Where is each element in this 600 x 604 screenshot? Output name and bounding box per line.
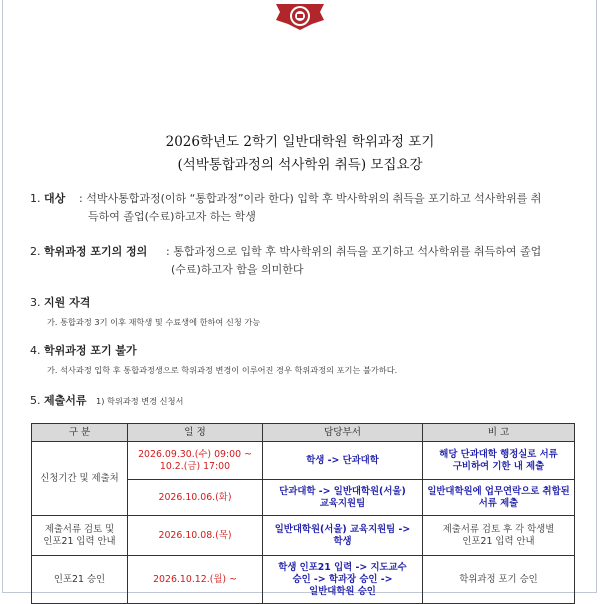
column-header: 비 고 bbox=[423, 424, 575, 442]
section-1-body: : 석박사통합과정(이하 “통합과정”이라 한다) 입학 후 박사학위의 취득을 포기하고 석사학위를 취 득하여 졸업(수료)하고자 하는 학생 bbox=[79, 192, 542, 223]
note-cell: 제출서류 검토 후 각 학생별 인포21 입력 안내 bbox=[423, 516, 575, 556]
section-3-item: 가. 통합과정 3기 이후 재학생 및 수료생에 한하여 신청 가능 bbox=[47, 317, 261, 327]
department-cell: 일반대학원(서울) 교육지원팀 -> 학생 bbox=[263, 516, 423, 556]
section-1-label: 대상 bbox=[44, 192, 66, 205]
schedule-cell: 2026.10.12.(월) ~ bbox=[128, 556, 263, 604]
section-4-label: 학위과정 포기 불가 bbox=[44, 344, 137, 357]
department-cell: 학생 -> 단과대학 bbox=[263, 442, 423, 480]
column-header: 일 정 bbox=[128, 424, 263, 442]
page-subtitle: (석박통합과정의 석사학위 취득) 모집요강 bbox=[177, 157, 423, 173]
department-cell: 학생 인포21 입력 -> 지도교수 승인 -> 학과장 승인 -> 일반대학원 승인 bbox=[263, 556, 423, 604]
category-cell: 제출서류 검토 및 인포21 입력 안내 bbox=[32, 516, 128, 556]
section-1-heading: 1. 대상 bbox=[30, 192, 66, 205]
section-5-label: 제출서류 bbox=[44, 394, 87, 407]
page-title: 2026학년도 2학기 일반대학원 학위과정 포기 bbox=[165, 134, 435, 150]
table-row bbox=[32, 556, 575, 604]
university-emblem-icon bbox=[272, 2, 328, 32]
section-5-item: 1) 학위과정 변경 신청서 bbox=[96, 396, 184, 406]
schedule-cell: 2026.09.30.(수) 09:00 ~ 10.2.(금) 17:00 bbox=[128, 442, 263, 480]
section-2-label: 학위과정 포기의 정의 bbox=[44, 245, 148, 258]
category-cell: 신청기간 및 제출처 bbox=[32, 442, 128, 516]
table-header-row bbox=[32, 424, 575, 442]
category-cell: 인포21 승인 bbox=[32, 556, 128, 604]
column-header: 구 분 bbox=[32, 424, 128, 442]
note-cell: 일반대학원에 업무연락으로 취합된 서류 제출 bbox=[423, 480, 575, 516]
schedule-table bbox=[31, 423, 575, 604]
section-5-heading: 5. 제출서류 1) 학위과정 변경 신청서 bbox=[30, 394, 184, 407]
section-4-item: 가. 석사과정 입학 후 통합과정생으로 학위과정 변경이 이루어진 경우 학위과정의 포기는 불가하다. bbox=[47, 365, 398, 375]
department-cell: 단과대학 -> 일반대학원(서울) 교육지원팀 bbox=[263, 480, 423, 516]
note-cell: 학위과정 포기 승인 bbox=[423, 556, 575, 604]
section-3-label: 지원 자격 bbox=[44, 296, 91, 309]
column-header: 담당부서 bbox=[263, 424, 423, 442]
section-3-heading: 3. 지원 자격 bbox=[30, 296, 91, 309]
table-row bbox=[32, 442, 575, 480]
schedule-cell: 2026.10.06.(화) bbox=[128, 480, 263, 516]
section-2-body: : 통합과정으로 입학 후 박사학위의 취득을 포기하고 석사학위를 취득하여 졸업 (수료)하고자 함을 의미한다 bbox=[166, 245, 542, 276]
note-cell: 해당 단과대학 행정실로 서류 구비하여 기한 내 제출 bbox=[423, 442, 575, 480]
section-2-heading: 2. 학위과정 포기의 정의 bbox=[30, 245, 148, 258]
section-4-heading: 4. 학위과정 포기 불가 bbox=[30, 344, 137, 357]
schedule-cell: 2026.10.08.(목) bbox=[128, 516, 263, 556]
table-row bbox=[32, 516, 575, 556]
